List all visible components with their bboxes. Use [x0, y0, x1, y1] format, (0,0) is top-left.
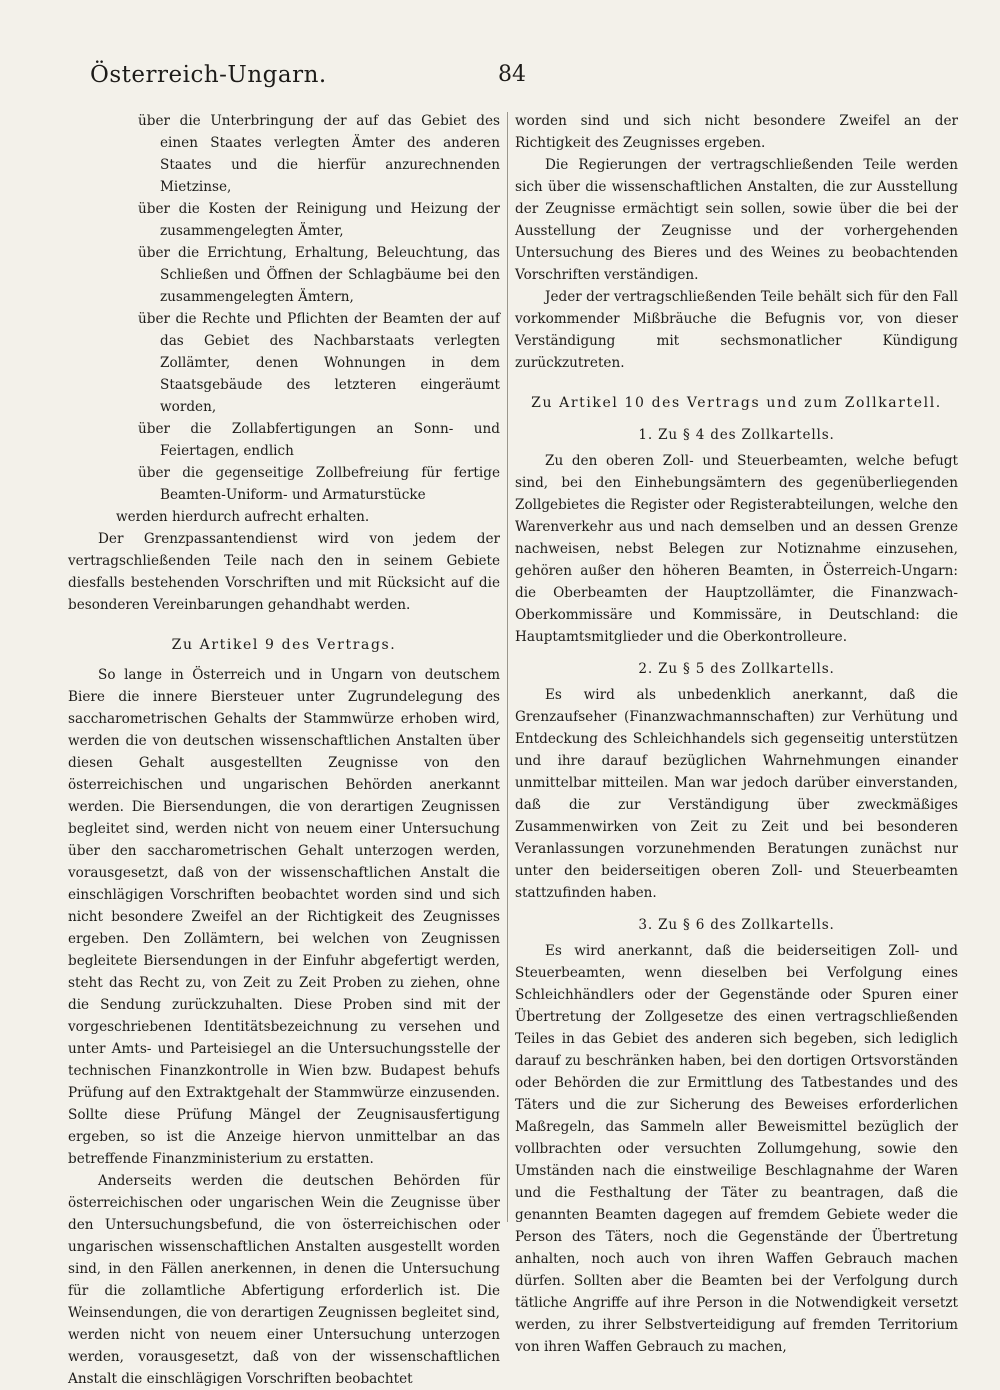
list-tail: werden hierdurch aufrecht erhalten.: [116, 509, 370, 525]
paragraph-zollkartell-6: Es wird anerkannt, daß die beiderseitigen Zoll- und Steuerbeamten, wenn dieselben bei Verfolgung eines Schleichhändlers oder der Gegenstände oder Spuren einer Übertretung der Zollgesetze des einen vertragschließenden Teiles in das Gebiet des anderen sich begeben, sich lediglich darauf zu beschränken haben, bei den dortigen Ortsvorständen oder Behörden die zur Ermittlung des Tatbestandes und des Täters und die zur Sicherung des Beweises erforderlichen Maßregeln, das Sammeln aller Beweismittel bezüglich der vollbrachten oder versuchten Zollumgehung, sowie den Umständen nach die einstweilige Beschlagnahme der Waren und die Festhaltung der Täter zu beantragen, daß die genannten Beamten dagegen auf fremdem Gebiete weder die Person des Täters, noch die Gegenstände der Übertretung anhalten, noch auch von ihren Waffen Gebrauch machen dürfen. Sollten aber die Beamten bei der Verfolgung durch tätliche Angriffe auf ihre Person in die Notwendigkeit versetzt werden, zu ihrer Selbstverteidigung auf fremden Territorium von ihren Waffen Gebrauch zu machen,: [515, 943, 958, 1355]
section-heading-article-9: Zu Artikel 9 des Vertrags.: [171, 637, 397, 653]
paragraph-regierungen: Die Regierungen der vertragschließenden Teile werden sich über die wissenschaftlichen Anstalten, die zur Ausstellung der Zeugnisse ermächtigt sein sollen, sowie über die bei der Ausstellung der Zeugnisse und der vorhergehenden Untersuchung des Bieres und des Weines zu beobachtenden Vorschriften verständigen.: [515, 157, 958, 283]
paragraph-vorbehalt: Jeder der vertragschließenden Teile behält sich für den Fall vorkommender Mißbräuche die Befugnis vor, von dieser Verständigung mit sechsmonatlicher Kündigung zurückzutreten.: [515, 289, 958, 371]
paragraph-zollkartell-4: Zu den oberen Zoll- und Steuerbeamten, welche befugt sind, bei den Einhebungsämtern des gegenüberliegenden Zollgebietes die Register oder Registerabteilungen, welche den Warenverkehr aus und nach demselben und an dessen Grenze nachweisen, nebst Belegen zur Notiznahme einzusehen, gehören außer den höheren Beamten, in Österreich-Ungarn: die Oberbeamten der Hauptzollämter, die Finanzwach-Oberkommissäre und Kommissäre, in Deutschland: die Hauptamtsmitglieder und die Oberkontrolleure.: [515, 453, 958, 645]
list-item: über die Rechte und Pflichten der Beamten der auf das Gebiet des Nachbarstaats verlegten Zollämter, denen Wohnungen in dem Staatsgebäude des letzteren eingeräumt worden,: [138, 311, 500, 415]
list-item: über die Kosten der Reinigung und Heizung der zusammengelegten Ämter,: [138, 201, 500, 239]
right-column: [515, 110, 958, 1358]
list-item: über die Errichtung, Erhaltung, Beleuchtung, das Schließen und Öffnen der Schlagbäume bei den zusammengelegten Ämtern,: [138, 245, 500, 305]
subheading-paragraph-5: 2. Zu § 5 des Zollkartells.: [638, 661, 835, 677]
section-heading-article-10: Zu Artikel 10 des Vertrags und zum Zollkartell.: [531, 395, 942, 411]
column-divider: [507, 112, 508, 1222]
subheading-paragraph-6: 3. Zu § 6 des Zollkartells.: [638, 917, 835, 933]
paragraph-grenzpassantendienst: Der Grenzpassantendienst wird von jedem der vertragschließenden Teile nach den in seinem Gebiete diesfalls bestehenden Vorschriften und mit Rücksicht auf die besonderen Vereinbarungen gehandhabt werden.: [68, 531, 500, 613]
list-item: über die gegenseitige Zollbefreiung für fertige Beamten-Uniform- und Armaturstücke: [138, 465, 500, 503]
paragraph-article-9-beer: So lange in Österreich und in Ungarn von deutschem Biere die innere Biersteuer unter Zugrundelegung des saccharometrischen Gehalts der Stammwürze erhoben wird, werden die von deutschen wissenschaftlichen Anstalten über diesen Gehalt ausgestellten Zeugnisse von den österreichischen und ungarischen Behörden anerkannt werden. Die Biersendungen, die von derartigen Zeugnissen begleitet sind, werden nicht von neuem einer Untersuchung über den saccharometrischen Gehalt unterzogen werden, vorausgesetzt, daß von der wissenschaftlichen Anstalt die einschlägigen Vorschriften beobachtet worden sind und sich nicht besondere Zweifel an der Richtigkeit des Zeugnisses ergeben. Den Zollämtern, bei welchen von Zeugnissen begleitete Biersendungen in der Einfuhr abgefertigt werden, steht das Recht zu, von Zeit zu Zeit Proben zu ziehen, ohne die Sendung zurückzuhalten. Diese Proben sind mit der vorgeschriebenen Identitätsbezeichnung zu versehen und unter Amts- und Parteisiegel an die Untersuchungsstelle der technischen Finanzkontrolle in Wien bzw. Budapest behufs Prüfung auf den Extraktgehalt der Stammwürze einzusenden. Sollte diese Prüfung Mängel der Zeugnisausfertigung ergeben, so ist die Anzeige hiervon unmittelbar an das betreffende Finanzministerium zu erstatten.: [68, 667, 500, 1167]
list-item: über die Unterbringung der auf das Gebiet des einen Staates verlegten Ämter des anderen Staates und die hierfür anzurechnenden Mietzinse,: [138, 113, 500, 195]
running-head: Österreich-Ungarn.: [90, 62, 327, 88]
page-header: [0, 0, 1000, 110]
paragraph-continuation: worden sind und sich nicht besondere Zweifel an der Richtigkeit des Zeugnisses ergeben.: [515, 113, 958, 151]
left-column: [68, 110, 500, 1390]
list-item: über die Zollabfertigungen an Sonn- und Feiertagen, endlich: [138, 421, 500, 459]
subheading-paragraph-4: 1. Zu § 4 des Zollkartells.: [638, 427, 835, 443]
paragraph-zollkartell-5: Es wird als unbedenklich anerkannt, daß die Grenzaufseher (Finanzwachmannschaften) zur Verhütung und Entdeckung des Schleichhandels sich gegenseitig unterstützen und ihre darauf bezüglichen Wahrnehmungen einander unmittelbar mitteilen. Man war jedoch darüber einverstanden, daß die zur Verständigung über zweckmäßiges Zusammenwirken von Zeit zu Zeit und bei besonderen Veranlassungen vorzunehmenden Beratungen zunächst nur unter den beiderseitigen oberen Zoll- und Steuerbeamten stattzufinden haben.: [515, 687, 958, 901]
page-number: 84: [498, 62, 526, 87]
paragraph-article-9-wine: Anderseits werden die deutschen Behörden für österreichischen oder ungarischen Wein die Zeugnisse über den Untersuchungsbefund, die von österreichischen oder ungarischen wissenschaftlichen Anstalten ausgestellt worden sind, in den Fällen anerkennen, in denen die Untersuchung für die zollamtliche Abfertigung erforderlich ist. Die Weinsendungen, die von derartigen Zeugnissen begleitet sind, werden nicht von neuem einer Untersuchung unterzogen werden, vorausgesetzt, daß von der wissenschaftlichen Anstalt die einschlägigen Vorschriften beobachtet: [68, 1173, 500, 1387]
